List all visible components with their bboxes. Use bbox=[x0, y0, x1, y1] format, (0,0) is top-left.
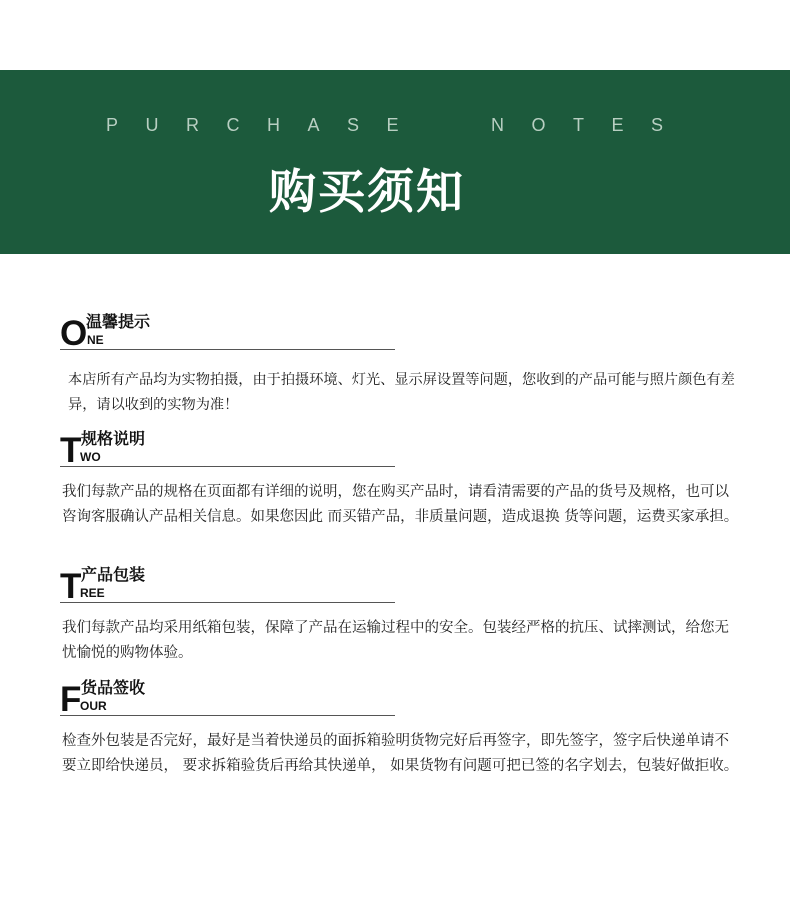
section-body: 我们每款产品的规格在页面都有详细的说明，您在购买产品时，请看清需要的产品的货号及规格，也可以咨询客服确认产品相关信息。如果您因此 而买错产品，非质量问题，造成退换 货等问题，运费买家承担。 bbox=[62, 484, 739, 525]
section-body: 我们每款产品均采用纸箱包装，保障了产品在运输过程中的安全。包装经严格的抗压、试摔测试，给您无忧愉悦的购物体验。 bbox=[62, 620, 729, 661]
header-banner bbox=[0, 70, 790, 254]
section-body: 检查外包装是否完好，最好是当着快递员的面拆箱验明货物完好后再签字，即先签字，签字后快递单请不要立即给快递员， 要求拆箱验货后再给其快递单， 如果货物有问题可把已签的名字划去，包装好做拒收。 bbox=[62, 733, 739, 774]
section-title: 货品签收 bbox=[81, 678, 146, 697]
section-packaging bbox=[60, 566, 740, 665]
section-heading bbox=[60, 313, 740, 351]
section-heading bbox=[60, 430, 740, 468]
section-title: 产品包装 bbox=[81, 565, 146, 584]
section-initial-letter: T bbox=[60, 431, 82, 470]
section-heading bbox=[60, 566, 740, 604]
section-subtitle: OUR bbox=[80, 699, 107, 713]
section-subtitle: WO bbox=[80, 450, 101, 464]
section-warm-tips bbox=[60, 313, 740, 417]
section-initial-letter: O bbox=[60, 314, 88, 353]
section-initial-letter: F bbox=[60, 680, 82, 719]
section-subtitle: NE bbox=[87, 333, 104, 347]
section-specifications bbox=[60, 430, 740, 529]
section-body: 本店所有产品均为实物拍摄，由于拍摄环境、灯光、显示屏设置等问题，您收到的产品可能与照片颜色有差异，请以收到的实物为准！ bbox=[68, 372, 735, 413]
page-title: 购买须知 bbox=[269, 165, 465, 220]
section-divider bbox=[60, 466, 395, 467]
section-divider bbox=[60, 602, 395, 603]
section-heading bbox=[60, 679, 740, 717]
section-subtitle: REE bbox=[80, 586, 105, 600]
section-divider bbox=[60, 349, 395, 350]
section-divider bbox=[60, 715, 395, 716]
banner-subtitle: PURCHASE NOTES bbox=[106, 115, 691, 135]
section-title: 规格说明 bbox=[81, 429, 146, 448]
section-title: 温馨提示 bbox=[86, 312, 151, 331]
section-initial-letter: T bbox=[60, 567, 82, 606]
section-receipt bbox=[60, 679, 740, 778]
